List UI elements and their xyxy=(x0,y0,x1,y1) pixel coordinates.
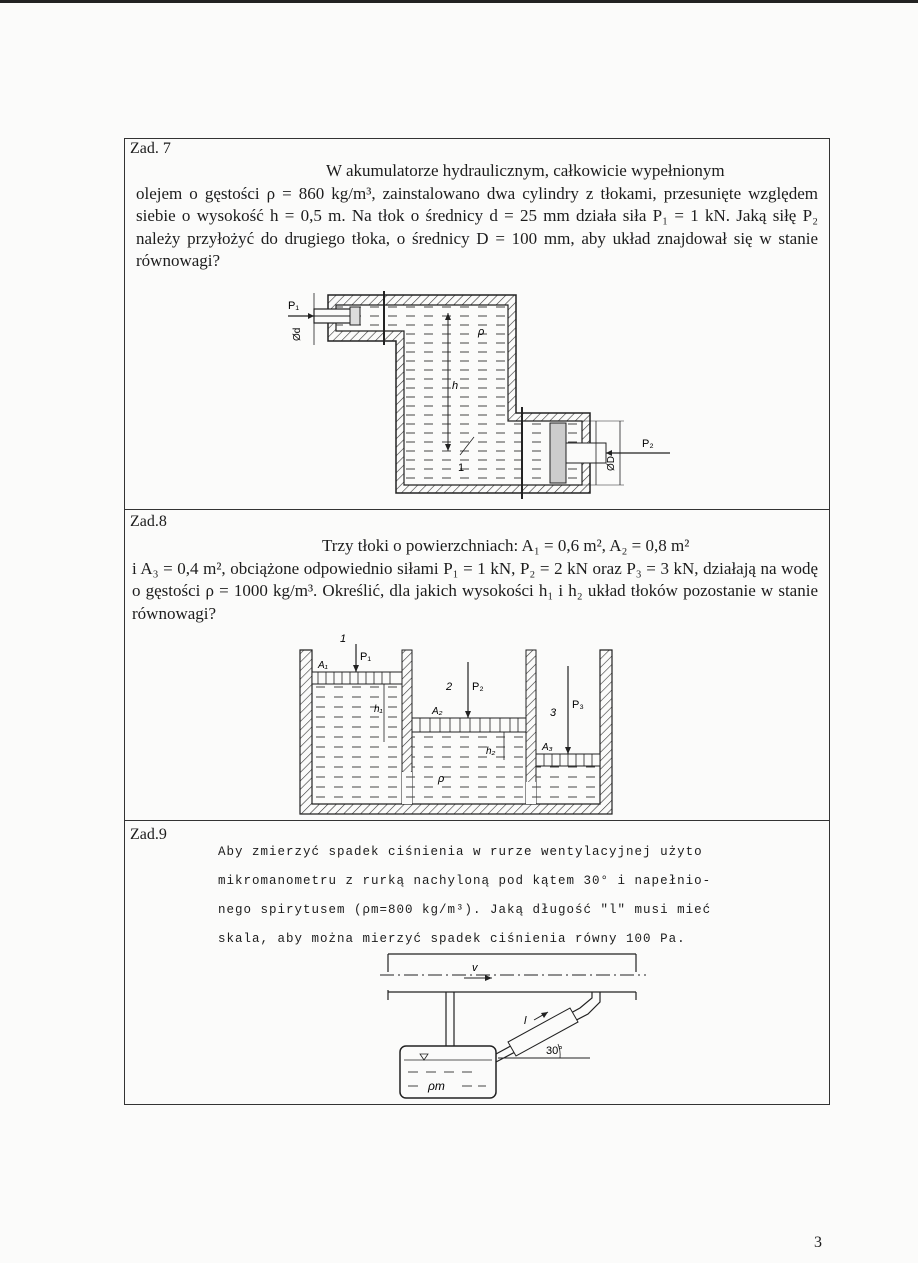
fig8-a3: A₃ xyxy=(542,742,553,753)
fig8-n1: 1 xyxy=(340,633,347,645)
fig8-n2: 2 xyxy=(446,681,453,693)
fig9-rho-label: ρm xyxy=(428,1079,445,1093)
problem-9-line: mikromanometru z rurką nachyloną pod kątem 30° i napełnio- xyxy=(218,874,712,888)
problem-7-label: Zad. 7 xyxy=(130,140,171,157)
problem-8-label: Zad.8 xyxy=(130,513,167,530)
problem-7-text xyxy=(136,160,818,273)
divider-7-8 xyxy=(124,509,830,510)
fig8-n3: 3 xyxy=(550,707,557,719)
fig7-one-label: 1 xyxy=(458,462,465,474)
problem-8-text xyxy=(132,535,818,625)
fig8-p3: P₃ xyxy=(572,699,584,711)
fig7-d-label: Ød xyxy=(292,327,303,341)
problem-9-line: skala, aby można mierzyć spadek ciśnienia równy 100 Pa. xyxy=(218,932,686,946)
problem-7-line1: W akumulatorze hydraulicznym, całkowicie wypełnionym xyxy=(326,161,725,180)
problem-9-line: nego spirytusem (ρm=800 kg/m³). Jaką długość "l" musi mieć xyxy=(218,903,712,917)
fig8-p1: P₁ xyxy=(360,651,372,663)
fig9-l-label: l xyxy=(524,1015,527,1027)
problem-9-line: Aby zmierzyć spadek ciśnienia w rurze wentylacyjnej użyto xyxy=(218,845,703,859)
fig8-rho: ρ xyxy=(438,773,445,785)
problem-8-line1: Trzy tłoki o powierzchniach: A₁ = 0,6 m², A₂ = 0,8 m² xyxy=(322,536,690,555)
fig7-h-label: h xyxy=(452,380,459,392)
fig7-D-label: ØD xyxy=(606,456,617,471)
fig7-rho-label: ρ xyxy=(478,326,485,338)
fig9-v-label: v xyxy=(472,962,478,974)
problem-9-text xyxy=(218,838,711,954)
figure-micromanometer xyxy=(374,950,654,1102)
fig8-p2: P₂ xyxy=(472,681,484,693)
fig7-p2-label: P₂ xyxy=(642,438,654,450)
fig8-h1: h₁ xyxy=(374,704,383,715)
problem-8-body: i A₃ = 0,4 m², obciążone odpowiednio siłami P₁ = 1 kN, P₂ = 2 kN oraz P₃ = 3 kN, działają na wodę o gęstości ρ = 1000 kg/m³. Określić, dla jakich wysokości h₁ i h₂ układ tłoków pozostanie w stanie równowagi? xyxy=(132,558,818,623)
fig8-h2: h₂ xyxy=(486,746,496,757)
page-number: 3 xyxy=(814,1234,822,1251)
divider-8-9 xyxy=(124,820,830,821)
fig8-a1: A₁ xyxy=(318,660,328,671)
page-top-edge xyxy=(0,0,918,3)
fig8-a2: A₂ xyxy=(432,706,443,717)
figure-three-pistons xyxy=(296,632,616,818)
problem-9-label: Zad.9 xyxy=(130,826,167,843)
fig9-angle-label: 30° xyxy=(546,1045,563,1057)
fig7-p1-label: P₁ xyxy=(288,300,300,312)
figure-hydraulic-accumulator xyxy=(278,285,678,503)
problem-7-body: olejem o gęstości ρ = 860 kg/m³, zainstalowano dwa cylindry z tłokami, przesunięte względem siebie o wysokość h = 0,5 m. Na tłok o średnicy d = 25 mm działa siła P₁ = 1 kN. Jaką siłę P₂ należy przyłożyć do drugiego tłoka, o średnicy D = 100 mm, aby układ znajdował się w stanie równowagi? xyxy=(136,183,818,270)
